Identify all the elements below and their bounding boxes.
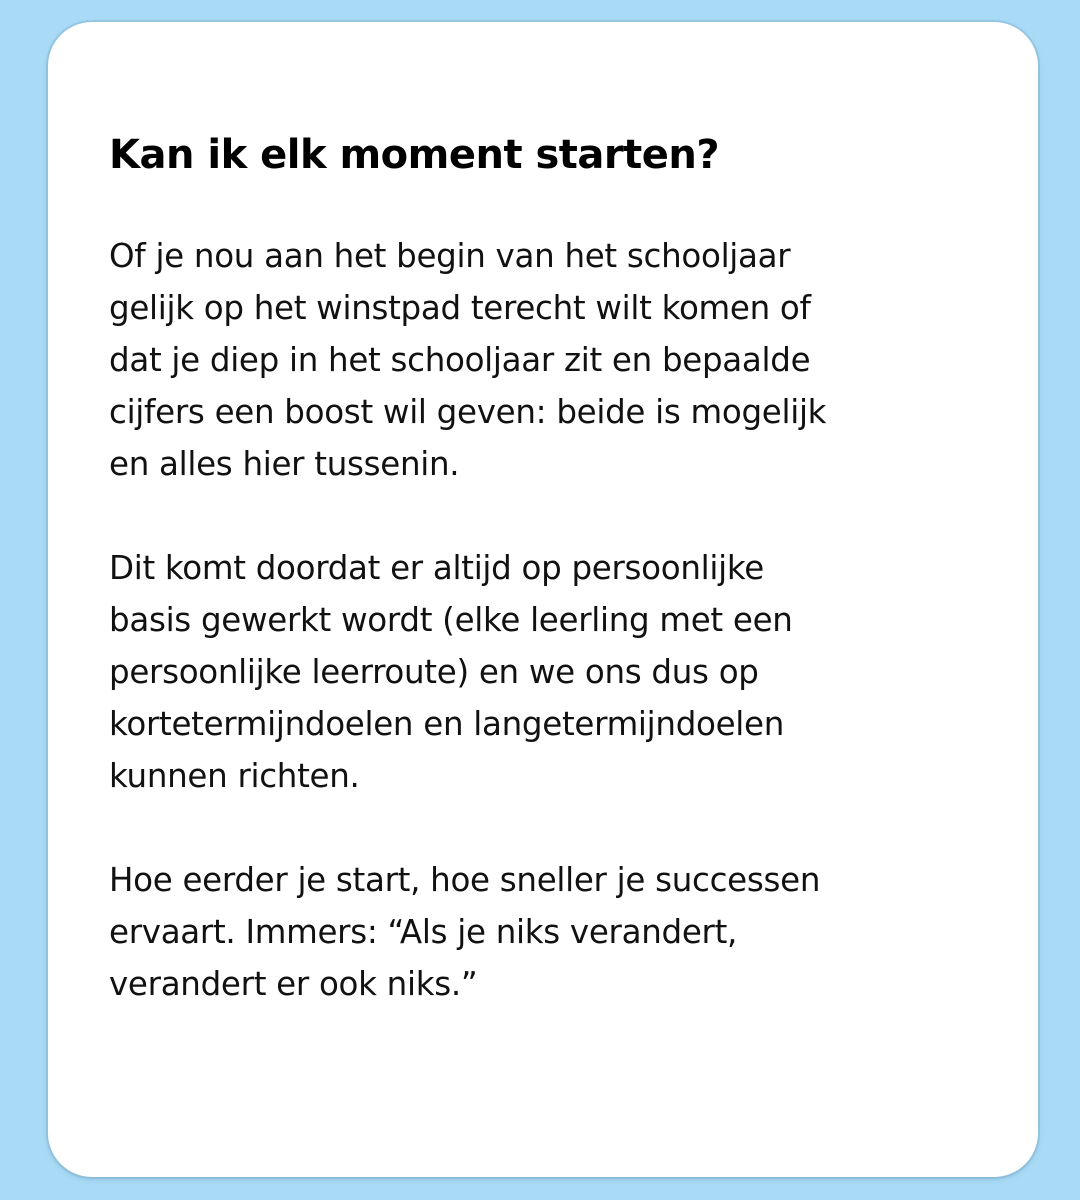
paragraph-line: gelijk op het winstpad terecht wilt komen of <box>109 289 811 327</box>
paragraph-line: persoonlijke leerroute) en we ons dus op <box>109 653 759 691</box>
paragraph-start-anytime <box>109 230 826 490</box>
paragraph-line: verandert er ook niks.” <box>109 965 478 1003</box>
paragraph-line: Of je nou aan het begin van het schooljaar <box>109 237 791 275</box>
paragraph-line: dat je diep in het schooljaar zit en bepaalde <box>109 341 811 379</box>
paragraph-line: ervaart. Immers: “Als je niks verandert, <box>109 913 738 951</box>
paragraph-personal-basis <box>109 542 793 802</box>
card-title: Kan ik elk moment starten? <box>109 132 720 178</box>
paragraph-line: kortetermijndoelen en langetermijndoelen <box>109 705 785 743</box>
paragraph-line: Dit komt doordat er altijd op persoonlijke <box>109 549 764 587</box>
paragraph-line: kunnen richten. <box>109 757 360 795</box>
faq-card <box>48 22 1038 1177</box>
paragraph-line: cijfers een boost wil geven: beide is mogelijk <box>109 393 827 431</box>
paragraph-line: basis gewerkt wordt (elke leerling met een <box>109 601 793 639</box>
paragraph-line: en alles hier tussenin. <box>109 445 460 483</box>
paragraph-line: Hoe eerder je start, hoe sneller je successen <box>109 861 821 899</box>
paragraph-quote <box>109 854 820 1010</box>
